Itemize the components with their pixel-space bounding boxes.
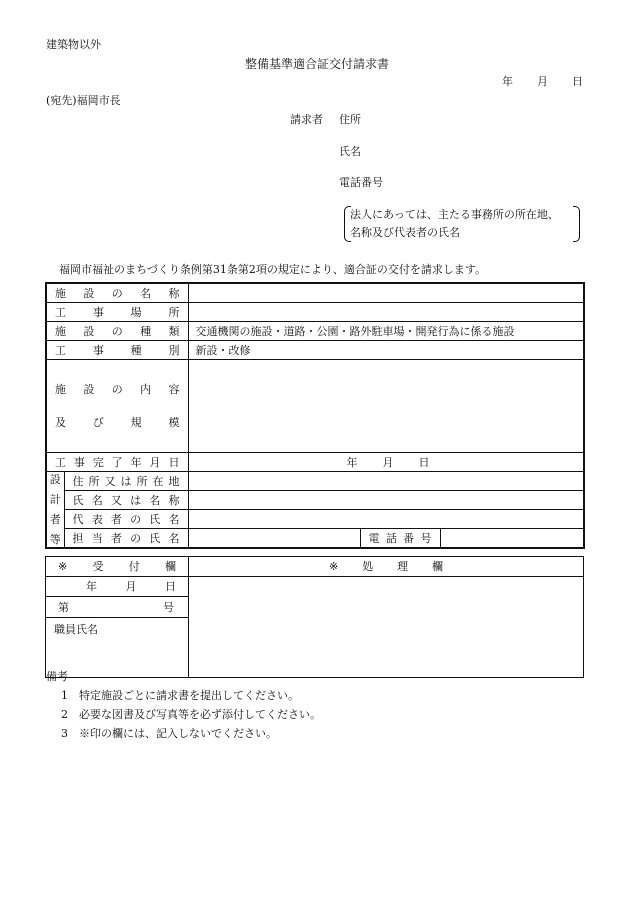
addressee: (宛先)福岡市長 (46, 94, 121, 107)
reception-heading: ※ 受 付 欄 (58, 560, 176, 573)
facility-content-field[interactable] (188, 360, 584, 453)
office-use-table (45, 556, 584, 678)
row-facility-name (46, 283, 584, 303)
requester-address-label: 住所 (339, 113, 361, 126)
designer-side-label: 設 計 者 等 (49, 472, 61, 547)
designer-contact-field[interactable] (188, 529, 360, 549)
note-item: 2 必要な図書及び写真等を必ず添付してください。 (61, 708, 321, 721)
facility-type-label: 施 設 の 種 類 (55, 324, 180, 338)
designer-phone-field[interactable] (440, 529, 584, 549)
designer-rep-field[interactable] (188, 510, 584, 529)
form-title: 整備基準適合証交付請求書 (245, 57, 390, 71)
form-category: 建築物以外 (46, 38, 101, 51)
work-type-label: 工 事 種 別 (55, 343, 180, 357)
reception-date: 年 月 日 (86, 580, 176, 593)
processing-heading: ※ 処 理 欄 (329, 560, 443, 573)
requester-phone-label: 電話番号 (339, 176, 383, 189)
completion-date-label: 工 事 完 了 年 月 日 (55, 455, 180, 469)
date-month: 月 (537, 75, 548, 88)
requester-label: 請求者 (290, 113, 323, 126)
facility-name-field[interactable] (188, 283, 584, 303)
reception-number: 第 号 (58, 600, 174, 614)
row-designer-contact (46, 529, 584, 549)
facility-content-label: 施 設 の 内 容 (55, 383, 180, 396)
row-designer-address (46, 472, 584, 491)
corporate-note-line1: 法人にあっては、主たる事務所の所在地、 (350, 208, 559, 221)
note-item: 1 特定施設ごとに請求書を提出してください。 (61, 689, 299, 702)
corporate-note (344, 206, 580, 242)
designer-address-label: 住 所 又 は 所 在 地 (72, 474, 180, 488)
work-location-label: 工 事 場 所 (55, 305, 180, 319)
designer-phone-label: 電 話 番 号 (368, 531, 432, 545)
request-statement: 福岡市福祉のまちづくり条例第31条第2項の規定により、適合証の交付を請求します。 (59, 263, 487, 276)
bracket-right (573, 206, 580, 242)
row-facility-content (46, 360, 584, 453)
designer-address-field[interactable] (188, 472, 584, 491)
row-office-heading (46, 557, 584, 577)
row-work-location (46, 303, 584, 322)
corporate-note-line2: 名称及び代表者の氏名 (350, 226, 460, 239)
designer-name-field[interactable] (188, 491, 584, 510)
facility-scale-label: 及 び 規 模 (55, 416, 180, 429)
designer-rep-label: 代 表 者 の 氏 名 (72, 512, 180, 526)
row-work-type (46, 341, 584, 360)
staff-name-label: 職員氏名 (46, 618, 189, 678)
row-reception-date (46, 577, 584, 597)
row-facility-type (46, 322, 584, 341)
notes-heading: 備考 (46, 670, 68, 683)
row-designer-rep (46, 510, 584, 529)
designer-name-label: 氏 名 又 は 名 称 (72, 493, 180, 507)
facility-type-value[interactable]: 交通機関の施設・道路・公園・路外駐車場・開発行為に係る施設 (188, 322, 584, 341)
requester-name-label: 氏名 (339, 145, 361, 158)
date-day: 日 (572, 75, 583, 88)
completion-month: 月 (382, 456, 394, 469)
work-location-field[interactable] (188, 303, 584, 322)
processing-field[interactable] (189, 577, 584, 678)
row-designer-name (46, 491, 584, 510)
work-type-value[interactable]: 新設・改修 (188, 341, 584, 360)
completion-day: 日 (418, 456, 430, 469)
completion-year: 年 (346, 456, 358, 469)
row-completion-date (46, 453, 584, 472)
facility-table (45, 282, 585, 549)
designer-contact-label: 担 当 者 の 氏 名 (72, 531, 180, 545)
date-year: 年 (502, 75, 513, 88)
facility-name-label: 施 設 の 名 称 (55, 286, 180, 300)
note-item: 3 ※印の欄には、記入しないでください。 (61, 727, 277, 740)
completion-date-field[interactable] (188, 453, 584, 472)
